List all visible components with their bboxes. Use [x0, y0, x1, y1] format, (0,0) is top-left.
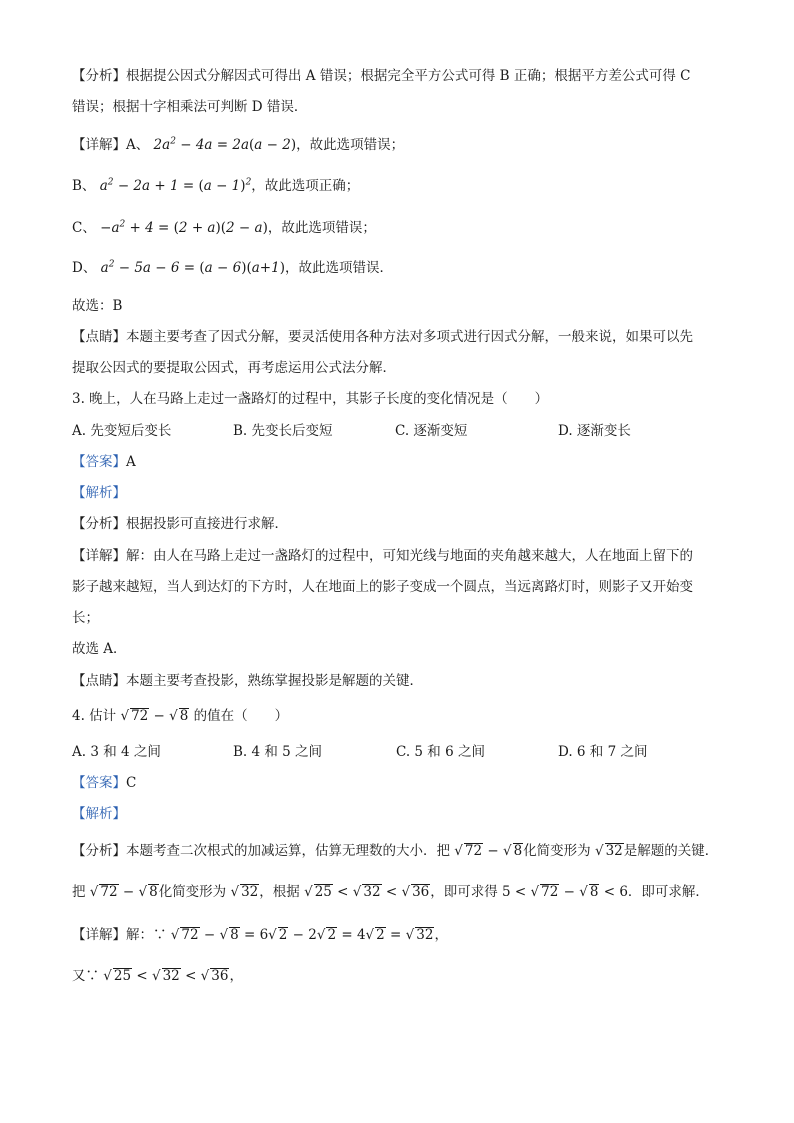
jiexi-tag: 【解析】	[72, 806, 126, 822]
option-c-prefix: C、	[72, 220, 96, 236]
dianjing-tag: 【点睛】	[72, 673, 126, 689]
prev-detail-b	[72, 176, 724, 196]
xiangjie-b: ，	[434, 927, 448, 943]
q4-stem	[72, 706, 724, 726]
xiangjie-a: 解：∵	[126, 927, 167, 943]
formula-stem: √ 72 − √ 8	[120, 708, 189, 724]
q3-option-b: B. 先变长后变短	[233, 423, 333, 439]
fenxi-tag: 【分析】	[72, 68, 126, 84]
fenxi-text: 根据提公因式分解因式可得出 A 错误；根据完全平方公式可得 B 正确；根据平方差公式可得 C	[126, 68, 691, 84]
q4-options	[72, 742, 732, 762]
fenxi-text-b: 化简变形为	[523, 843, 591, 859]
formula-c: $-a^2 + 4 = (2 + a)(2 - a)$	[100, 219, 268, 236]
jiexi-tag: 【解析】	[72, 485, 126, 501]
you-prefix: 又∵	[72, 968, 99, 984]
fenxi-text-a: 本题考查二次根式的加减运算，估算无理数的大小．把	[126, 843, 450, 859]
q4-fenxi-1	[72, 841, 724, 861]
formula-range: 5 < √ 72 − √ 8 < 6	[502, 884, 628, 900]
q3-fenxi	[72, 514, 724, 534]
dianjing-text-cont: 提取公因式的要提取公因式，再考虑运用公式法分解．	[72, 360, 396, 376]
q4-option-c: C. 5 和 6 之间	[396, 744, 485, 760]
xiangjie-tag: 【详解】	[72, 548, 126, 564]
q3-xiangjie-3	[72, 608, 724, 628]
line2-d: ，即可求得	[430, 884, 498, 900]
q4-xiangjie	[72, 925, 724, 945]
choice-text: 故选：B	[72, 298, 123, 314]
q3-answer	[72, 452, 724, 472]
q3-option-c: C. 逐渐变短	[395, 423, 468, 439]
option-d-prefix: D、	[72, 260, 97, 276]
formula-a: $2a^2 - 4a = 2a(a - 2)$	[153, 136, 297, 153]
option-c-tail: ，故此选项错误；	[267, 220, 376, 236]
prev-analysis-line-1	[72, 66, 724, 86]
option-a-prefix: A、	[126, 137, 150, 153]
option-d-tail: ，故此选项错误．	[284, 260, 393, 276]
q3-xiangjie-1	[72, 546, 724, 566]
q4-answer	[72, 773, 724, 793]
fenxi-tag: 【分析】	[72, 843, 126, 859]
q3-option-d: D. 逐渐变长	[558, 423, 631, 439]
formula-b: $a^2 - 2a + 1 = (a - 1)^2$	[99, 177, 252, 194]
formula-d: $a^2 - 5a - 6 = (a - 6)(a+1)$	[100, 259, 285, 276]
answer-value: A	[126, 454, 136, 470]
q3-stem-text: 3. 晚上，人在马路上走过一盏路灯的过程中，其影子长度的变化情况是（ ）	[72, 391, 549, 407]
q3-choose	[72, 639, 724, 659]
fenxi-text: 根据投影可直接进行求解．	[126, 516, 288, 532]
answer-tag: 【答案】	[72, 454, 126, 470]
option-b-tail: ，故此选项正确；	[251, 178, 360, 194]
choose-text: 故选 A．	[72, 641, 127, 657]
fenxi-text-c: 是解题的关键．	[623, 843, 719, 859]
fenxi-text-cont: 错误；根据十字相乘法可判断 D 错误．	[72, 99, 308, 115]
q3-options	[72, 421, 732, 441]
formula-expr: √ 72 − √ 8	[89, 884, 158, 900]
q4-option-a: A. 3 和 4 之间	[72, 744, 161, 760]
q4-stem-prefix: 4. 估计	[72, 708, 117, 724]
xiangjie-text: 解：由人在马路上走过一盏路灯的过程中，可知光线与地面的夹角越来越大，人在地面上留下的	[126, 548, 693, 564]
xiangjie-tag: 【详解】	[72, 137, 126, 153]
prev-detail-a	[72, 135, 724, 155]
q4-option-d: D. 6 和 7 之间	[558, 744, 648, 760]
formula-inequality: √ 25 < √ 32 < √ 36	[304, 884, 430, 900]
answer-value: C	[126, 775, 137, 791]
q4-option-b: B. 4 和 5 之间	[233, 744, 323, 760]
fenxi-tag: 【分析】	[72, 516, 126, 532]
prev-detail-c	[72, 218, 724, 238]
prev-dianjing-1	[72, 327, 724, 347]
prev-choice	[72, 296, 724, 316]
formula-simplify: √ 72 − √ 8 = 6√ 2 − 2√ 2 = 4√ 2 = √ 32	[170, 927, 434, 943]
line2-e: ．即可求解．	[627, 884, 709, 900]
formula-inequality: √ 25 < √ 32 < √ 36	[103, 968, 229, 984]
option-a-tail: ，故此选项错误；	[296, 137, 405, 153]
dianjing-text: 本题主要考查了因式分解，要灵活使用各种方法对多项式进行因式分解，一般来说，如果可以先	[126, 329, 693, 345]
q4-you	[72, 966, 724, 986]
you-suffix: ，	[229, 968, 243, 984]
q4-fenxi-2	[72, 882, 724, 902]
formula-sqrt32: √ 32	[594, 843, 623, 859]
formula-expr: √ 72 − √ 8	[454, 843, 523, 859]
prev-analysis-line-2	[72, 97, 724, 117]
answer-tag: 【答案】	[72, 775, 126, 791]
q3-jiexi	[72, 483, 724, 503]
xiangjie-text-cont: 影子越来越短，当人到达灯的下方时，人在地面上的影子变成一个圆点，当远离路灯时，则影子又开始变	[72, 579, 693, 595]
q3-option-a: A. 先变短后变长	[72, 423, 172, 439]
q4-jiexi	[72, 804, 724, 824]
line2-a: 把	[72, 884, 86, 900]
prev-detail-d	[72, 258, 724, 278]
line2-b: 化简变形为	[158, 884, 227, 900]
q3-stem	[72, 389, 724, 409]
xiangjie-text-cont: 长；	[72, 610, 99, 626]
line2-c: ，根据	[259, 884, 300, 900]
prev-dianjing-2	[72, 358, 724, 378]
q3-xiangjie-2	[72, 577, 724, 597]
dianjing-text: 本题主要考查投影，熟练掌握投影是解题的关键．	[126, 673, 423, 689]
option-b-prefix: B、	[72, 178, 96, 194]
dianjing-tag: 【点睛】	[72, 329, 126, 345]
xiangjie-tag: 【详解】	[72, 927, 126, 943]
q4-stem-suffix: 的值在（ ）	[193, 708, 289, 724]
formula-sqrt32: √ 32	[230, 884, 259, 900]
q3-dianjing	[72, 671, 724, 691]
